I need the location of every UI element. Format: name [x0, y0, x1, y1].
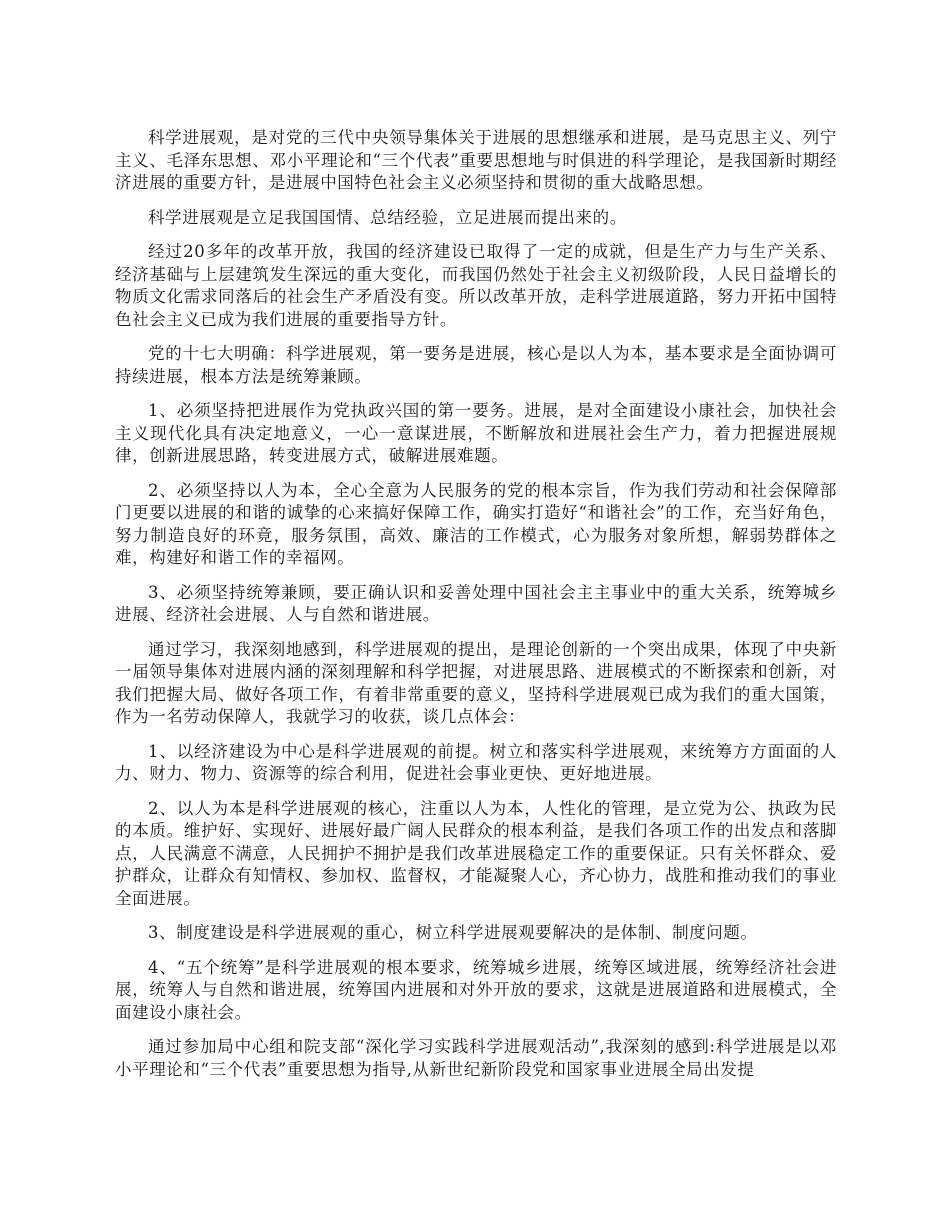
paragraph-5: 1、必须坚持把进展作为党执政兴国的第一要务。进展，是对全面建设小康社会，加快社会主义现代化具有决定地意义，一心一意谋进展，不断解放和进展社会生产力，着力把握进展规律，创新进展思路，转变进展方式，破解进展难题。 — [115, 401, 837, 465]
paragraph-13: 通过参加局中心组和院支部“深化学习实践科学进展观活动”,我深刻的感到:科学进展是以邓小平理论和“三个代表”重要思想为指导,从新世纪新阶段党和国家事业进展全局出发提 — [115, 1037, 837, 1079]
paragraph-12: 4、“五个统筹”是科学进展观的根本要求，统筹城乡进展，统筹区域进展，统筹经济社会进展，统筹人与自然和谐进展，统筹国内进展和对外开放的要求，这就是进展道路和进展模式，全面建设小康社会。 — [115, 957, 837, 1022]
paragraph-1: 科学进展观，是对党的三代中央领导集体关于进展的思想继承和进展，是马克思主义、列宁主义、毛泽东思想、邓小平理论和“三个代表”重要思想地与时俱进的科学理论，是我国新时期经济进展的重要方针，是进展中国特色社会主义必须坚持和贯彻的重大战略思想。 — [115, 128, 837, 192]
paragraph-4: 党的十七大明确：科学进展观，第一要务是进展，核心是以人为本，基本要求是全面协调可持续进展，根本方法是统筹兼顾。 — [115, 344, 837, 386]
paragraph-11: 3、制度建设是科学进展观的重心，树立科学进展观要解决的是体制、制度问题。 — [148, 923, 758, 942]
paragraph-8: 通过学习，我深刻地感到，科学进展观的提出，是理论创新的一个突出成果，体现了中央新一届领导集体对进展内涵的深刻理解和科学把握，对进展思路、进展模式的不断探索和创新，对我们把握大局、做好各项工作，有着非常重要的意义，坚持科学进展观已成为我们的重大国策，作为一名劳动保障人，我就学习的收获，谈几点体会： — [115, 639, 837, 726]
paragraph-9: 1、以经济建设为中心是科学进展观的前提。树立和落实科学进展观，来统筹方方面面的人力、财力、物力、资源等的综合利用，促进社会事业更快、更好地进展。 — [115, 741, 837, 783]
document-body — [115, 127, 837, 1093]
paragraph-2: 科学进展观是立足我国国情、总结经验，立足进展而提出来的。 — [148, 207, 627, 227]
paragraph-10: 2、以人为本是科学进展观的核心，注重以人为本，人性化的管理，是立党为公、执政为民的本质。维护好、实现好、进展好最广阔人民群众的根本利益，是我们各项工作的出发点和落脚点，人民满意不满意，人民拥护不拥护是我们改革进展稳定工作的重要保证。只有关怀群众、爱护群众，让群众有知情权、参加权、监督权，才能凝聚人心，齐心协力，战胜和推动我们的事业全面进展。 — [115, 798, 837, 908]
paragraph-3: 经过20多年的改革开放，我国的经济建设已取得了一定的成就，但是生产力与生产关系、经济基础与上层建筑发生深远的重大变化，而我国仍然处于社会主义初级阶段，人民日益增长的物质文化需求同落后的社会生产矛盾没有变。所以改革开放，走科学进展道路，努力开拓中国特色社会主义已成为我们进展的重要指导方针。 — [115, 242, 837, 329]
paragraph-7: 3、必须坚持统筹兼顾，要正确认识和妥善处理中国社会主主事业中的重大关系，统筹城乡进展、经济社会进展、人与自然和谐进展。 — [115, 582, 837, 624]
paragraph-6: 2、必须坚持以人为本，全心全意为人民服务的党的根本宗旨，作为我们劳动和社会保障部门更要以进展的和谐的诚挚的心来搞好保障工作，确实打造好“和谐社会”的工作，充当好角色，努力制造良好的环竟，服务氛围，高效、廉洁的工作模式，心为服务对象所想，解弱势群体之难，构建好和谐工作的幸福网。 — [115, 480, 837, 567]
